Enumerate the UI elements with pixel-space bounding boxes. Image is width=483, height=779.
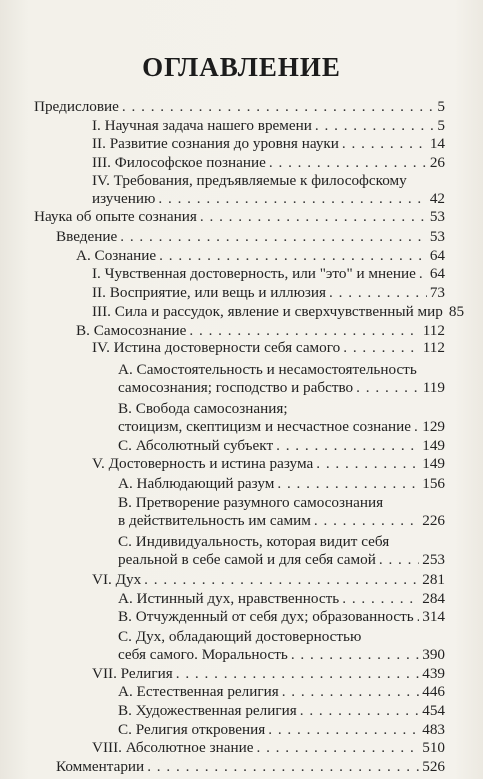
toc-leader-dots [282,682,420,702]
toc-entry-label: I. Научная задача нашего времени [92,116,312,134]
toc-entry-label-line1: В. Свобода самосознания; [118,399,288,417]
toc-entry-religiya[interactable] [0,664,483,684]
toc-leader-dots [414,417,419,437]
toc-entry-razvitie-soznaniya[interactable] [0,134,483,154]
toc-entry-label: стоицизм, скептицизм и несчастное сознание [118,417,411,435]
toc-page-number: 5 [437,116,445,134]
toc-entry-a-soznanie[interactable] [0,246,483,266]
page-title: ОГЛАВЛЕНИЕ [142,52,341,82]
toc-page-number: 119 [422,378,445,396]
toc-entry-nauka-ob-opyte[interactable] [0,207,483,227]
toc-entry-individualnost[interactable] [0,550,483,570]
toc-entry-predislovie[interactable] [0,97,483,117]
toc-entry-label: III. Сила и рассудок, явление и сверхчувственный мир [92,302,443,320]
toc-entry-sila-i-rassudok[interactable] [0,302,483,322]
toc-entry-label-line1: IV. Требования, предъявляемые к философскому [92,171,407,189]
toc-leader-dots [314,511,419,531]
toc-leader-dots [342,134,427,154]
toc-entry-label-line1: С. Дух, обладающий достоверностью [118,628,362,645]
toc-leader-dots [277,474,419,494]
toc-page-number: 64 [429,265,445,283]
toc-entry-estestvennaya-religiya[interactable] [0,682,483,702]
toc-entry-label: Комментарии [56,758,145,775]
toc-entry-nablyudayushchiy-razum[interactable] [0,474,483,494]
toc-page-number: 149 [422,436,445,454]
toc-leader-dots [158,189,426,209]
toc-leader-dots [300,701,420,721]
toc-entry-religiya-otkroveniya[interactable] [0,720,483,740]
toc-page-number: 112 [422,339,445,357]
toc-leader-dots [329,283,427,303]
toc-entry-label-line1: С. Индивидуальность, которая видит себя [118,532,390,550]
toc-leader-dots [144,570,419,590]
toc-entry-svoboda-samosoznaniya[interactable] [0,417,483,437]
toc-page-number: 284 [422,589,445,607]
toc-entry-trebovaniya[interactable] [0,189,483,209]
toc-entry-label: себя самого. Моральность [118,645,288,663]
toc-entry-label: Наука об опыте сознания [34,208,197,226]
toc-entry-label: С. Религия откровения [118,720,266,738]
toc-entry-label: IV. Истина достоверности себя самого [92,339,341,357]
toc-entry-label: V. Достоверность и истина разума [92,455,314,473]
toc-leader-dots [291,645,419,665]
toc-leader-dots [356,378,420,398]
toc-page-number: 42 [429,189,445,207]
toc-entry-samostoyatelnost[interactable] [0,378,483,398]
toc-leader-dots [417,607,420,627]
toc-leader-dots [343,338,420,358]
toc-entry-label-line1: А. Самостоятельность и несамостоятельность [118,360,417,378]
toc-entry-label: А. Сознание [76,246,157,264]
toc-page-number: 390 [422,645,445,663]
toc-entry-label: VIII. Абсолютное знание [92,739,254,757]
toc-page-number: 14 [429,135,445,153]
toc-leader-dots [122,97,434,117]
toc-leader-dots [176,664,420,684]
toc-leader-dots [276,436,419,456]
toc-leader-dots [268,720,419,740]
toc-page-number: 26 [429,154,445,172]
toc-leader-dots [315,116,435,136]
toc-leader-dots [342,589,419,609]
toc-entry-pretvorenie[interactable] [0,511,483,531]
toc-page-number: 314 [422,608,445,626]
toc-entry-label: I. Чувственная достоверность, или "это" и мнение [92,265,416,283]
toc-entry-label: В. Самосознание [76,321,187,339]
toc-page-number: 73 [429,284,445,302]
toc-page-number: 64 [429,246,445,264]
toc-entry-label: А. Наблюдающий разум [118,474,275,492]
toc-entry-label: В. Художественная религия [118,701,297,719]
toc-entry-label: в действительность им самим [118,512,311,530]
toc-page-number: 483 [422,720,445,738]
toc-leader-dots [419,264,427,284]
toc-leader-dots [256,738,419,758]
toc-entry-nauchnaya-zadacha[interactable] [0,116,483,136]
toc-page-number: 53 [429,208,445,226]
toc-entry-label: самосознания; господство и рабство [118,378,354,396]
toc-entry-label: VI. Дух [92,571,142,588]
toc-entry-absolyutny-subekt[interactable] [0,436,483,456]
toc-page-number: 156 [422,474,445,492]
toc-page-number: 253 [422,551,445,569]
toc-entry-label: II. Восприятие, или вещь и иллюзия [92,284,327,302]
toc-page-number: 149 [422,455,445,473]
toc-page-number: 526 [422,758,445,775]
toc-entry-otchuzhdenny-dukh[interactable] [0,607,483,627]
toc-leader-dots [120,227,427,247]
toc-leader-dots [316,454,419,474]
toc-page-number: 439 [422,664,445,682]
toc-page-number: 85 [448,302,465,320]
toc-entry-label: II. Развитие сознания до уровня науки [92,135,339,153]
toc-entry-istinny-dukh[interactable] [0,589,483,609]
toc-page-number: 446 [422,683,445,701]
toc-entry-label: В. Отчужденный от себя дух; образованность [118,608,414,626]
toc-page-number: 281 [422,571,445,588]
toc-page-number: 112 [422,321,445,339]
toc-leader-dots [379,550,419,570]
toc-leader-dots [200,207,427,227]
toc-entry-label: реальной в себе самой и для себя самой [118,551,376,569]
toc-entry-dostovernost-i-istina-razuma[interactable] [0,454,483,474]
toc-page-number: 454 [422,701,445,719]
toc-leader-dots [147,757,419,777]
toc-entry-label: III. Философское познание [92,154,266,172]
toc-page-number: 129 [422,417,445,435]
toc-page-number: 226 [422,512,445,530]
toc-entry-label: Введение [56,228,118,245]
toc-entry-dukh-obladayushchiy[interactable] [0,645,483,665]
toc-entry-chuvstvennaya-dostovernost[interactable] [0,264,483,284]
toc-entry-label: изучению [92,189,156,207]
toc-page-number: 510 [422,739,445,757]
toc-entry-dukh[interactable] [0,570,483,590]
toc-entry-label: А. Естественная религия [118,683,279,701]
toc-leader-dots [159,246,427,266]
toc-entry-label: Предисловие [34,98,119,115]
toc-entry-vospriyatie[interactable] [0,283,483,303]
toc-entry-label-line1: В. Претворение разумного самосознания [118,494,384,512]
toc-entry-label: А. Истинный дух, нравственность [118,589,340,607]
toc-page-number: 5 [437,98,445,115]
toc-entry-khudozhestvennaya-religiya[interactable] [0,701,483,721]
toc-entry-label: С. Абсолютный субъект [118,436,274,454]
toc-page-number: 53 [429,228,445,245]
toc-entry-vvedenie[interactable] [0,227,483,247]
toc-entry-istina-dostovernosti[interactable] [0,338,483,358]
toc-entry-absolyutnoe-znanie[interactable] [0,738,483,758]
toc-entry-kommentarii[interactable] [0,757,483,777]
toc-entry-label: VII. Религия [92,664,173,682]
toc-entry-individualnost-line1[interactable] [0,532,483,552]
